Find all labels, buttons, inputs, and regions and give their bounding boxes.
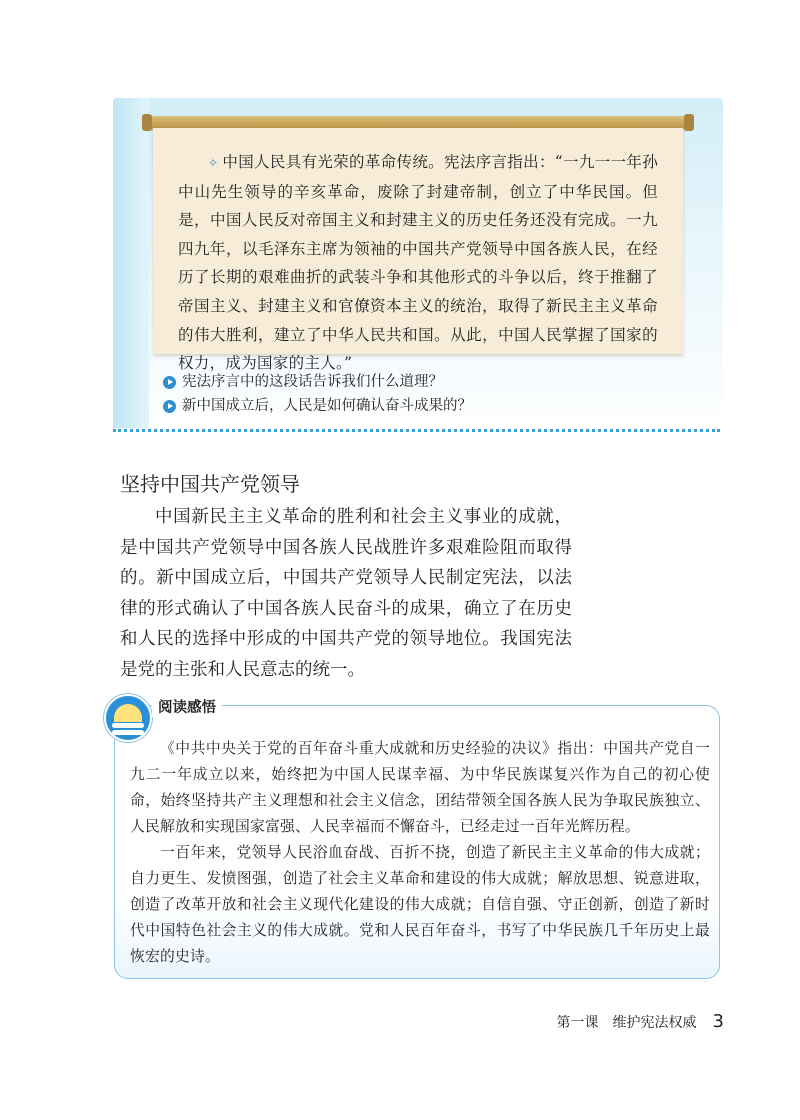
question-text: 新中国成立后，人民是如何确认奋斗成果的？ [182, 398, 472, 414]
question-item [163, 370, 472, 394]
quote-text-block [178, 148, 658, 378]
section-heading: 坚持中国共产党领导 [120, 472, 300, 496]
lesson-title: 第一课 维护宪法权威 [556, 1015, 697, 1031]
play-arrow-icon [163, 376, 176, 389]
reading-box-text [130, 736, 710, 970]
page-number: 3 [712, 1011, 724, 1032]
dotted-divider [113, 429, 720, 432]
reading-paragraph: 《中共中央关于党的百年奋斗重大成就和历史经验的决议》指出：中国共产党自一九二一年成立以来，始终把为中国人民谋幸福、为中华民族谋复兴作为自己的初心使命，始终坚持共产主义理想和社会主义信念，团结带领全国各族人民为争取民族独立、人民解放和实现国家富强、人民幸福而不懈奋斗，已经走过一百年光辉历程。 [130, 740, 710, 835]
quote-text: 中国人民具有光荣的革命传统。宪法序言指出：“一九一一年孙中山先生领导的辛亥革命，废除了封建帝制，创立了中华民国。但是，中国人民反对帝国主义和封建主义的历史任务还没有完成。一九四九年，以毛泽东主席为领袖的中国共产党领导中国各族人民，在经历了长期的艰难曲折的武装斗争和其他形式的斗争以后，终于推翻了帝国主义、封建主义和官僚资本主义的统治，取得了新民主主义革命的伟大胜利，建立了中华人民共和国。从此，中国人民掌握了国家的权力，成为国家的主人。” [178, 153, 658, 373]
play-arrow-icon [163, 400, 176, 413]
reading-paragraph: 一百年来，党领导人民浴血奋战、百折不挠，创造了新民主主义革命的伟大成就；自力更生、发愤图强，创造了社会主义革命和建设的伟大成就；解放思想、锐意进取，创造了改革开放和社会主义现代化建设的伟大成就；自信自强、守正创新，创造了新时代中国特色社会主义的伟大成就。党和人民百年奋斗，书写了中华民族几千年历史上最恢宏的史诗。 [130, 844, 710, 965]
question-item [163, 394, 472, 418]
top-background-edge [113, 98, 149, 428]
reading-box-title: 阅读感悟 [152, 696, 222, 717]
section-body-text: 中国新民主主义革命的胜利和社会主义事业的成就，是中国共产党领导中国各族人民战胜许多艰难险阻而取得的。新中国成立后，中国共产党领导人民制定宪法，以法律的形式确认了中国各族人民奋斗的成果，确立了在历史和人民的选择中形成的中国共产党的领导地位。我国宪法是党的主张和人民意志的统一。 [120, 507, 572, 680]
page-footer [557, 1011, 724, 1032]
question-list [163, 370, 472, 418]
diamond-icon: ✧ [208, 156, 219, 170]
question-text: 宪法序言中的这段话告诉我们什么道理？ [182, 374, 443, 390]
reading-logo-icon [104, 694, 152, 742]
